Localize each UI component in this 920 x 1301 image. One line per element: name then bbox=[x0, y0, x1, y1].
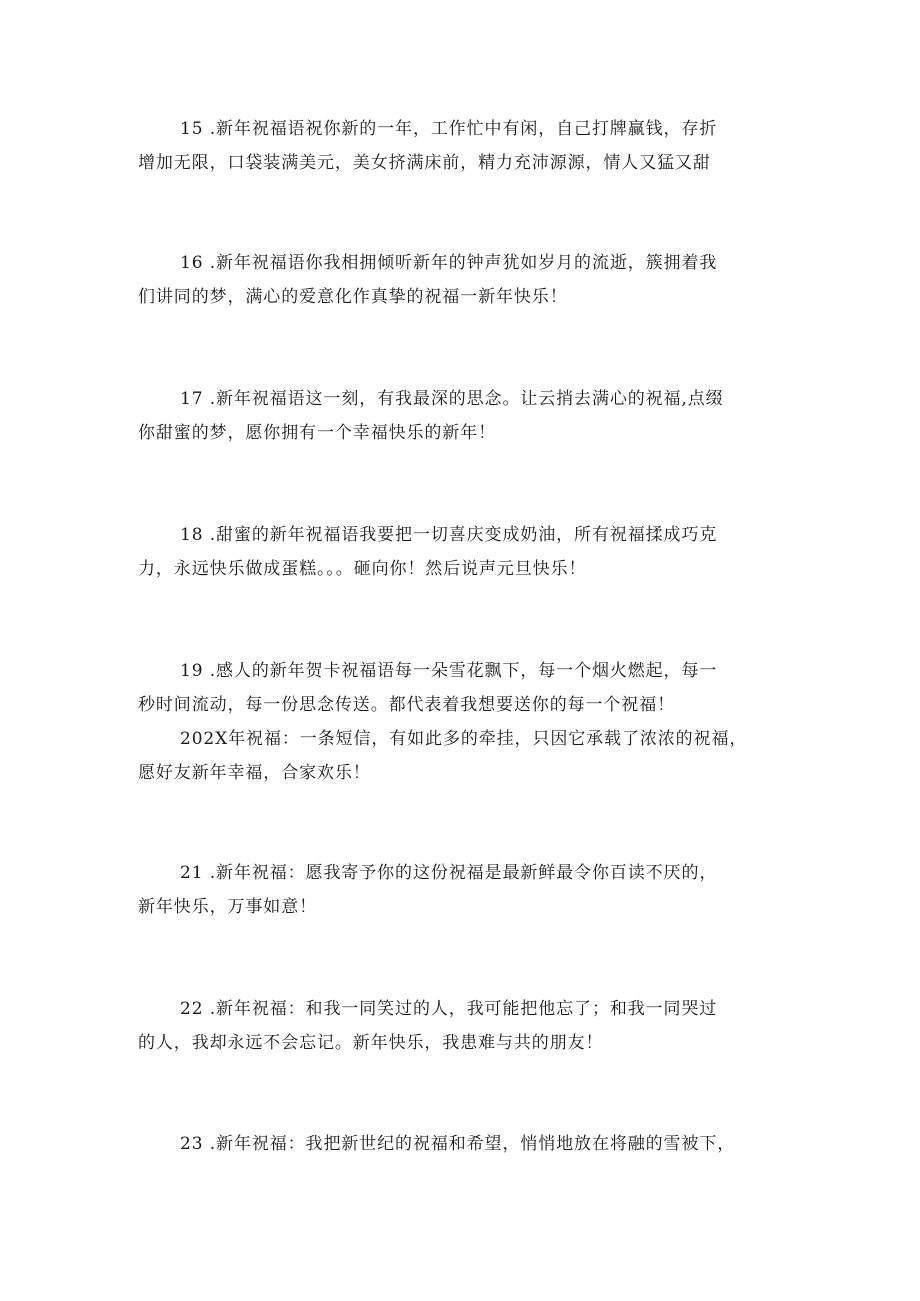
entry-23 bbox=[138, 1127, 798, 1161]
entry-line: 增加无限，口袋装满美元，美女挤满床前，精力充沛源源，情人又猛又甜 bbox=[138, 153, 711, 173]
entry-line: 愿好友新年幸福，合家欢乐！ bbox=[138, 763, 371, 783]
entry-line: 23 .新年祝福：我把新世纪的祝福和希望，悄悄地放在将融的雪被下， bbox=[180, 1134, 736, 1154]
entry-18 bbox=[138, 518, 798, 586]
entry-21 bbox=[138, 856, 798, 924]
entry-line: 18 .甜蜜的新年祝福语我要把一切喜庆变成奶油，所有祝福揉成巧克 bbox=[180, 525, 718, 545]
entry-line: 的人，我却永远不会忘记。新年快乐，我患难与共的朋友！ bbox=[138, 1033, 604, 1053]
entry-15 bbox=[138, 112, 798, 180]
entry-line: 16 .新年祝福语你我相拥倾听新年的钟声犹如岁月的流逝，簇拥着我 bbox=[180, 253, 718, 273]
entry-17 bbox=[138, 382, 798, 450]
entry-line: 19 .感人的新年贺卡祝福语每一朵雪花飘下，每一个烟火燃起，每一 bbox=[180, 661, 718, 681]
entry-22 bbox=[138, 992, 798, 1060]
entry-16 bbox=[138, 246, 798, 314]
entry-line: 新年快乐，万事如意！ bbox=[138, 897, 317, 917]
entry-line: 们讲同的梦，满心的爱意化作真挚的祝福一新年快乐！ bbox=[138, 287, 568, 307]
entry-19 bbox=[138, 654, 798, 790]
entry-line: 秒时间流动，每一份思念传送。都代表着我想要送你的每一个祝福！ bbox=[138, 695, 675, 715]
entry-line: 15 .新年祝福语祝你新的一年，工作忙中有闲，自己打牌赢钱，存折 bbox=[180, 119, 718, 139]
entry-line: 21 .新年祝福：愿我寄予你的这份祝福是最新鲜最令你百读不厌的， bbox=[180, 863, 718, 883]
entry-line: 你甜蜜的梦，愿你拥有一个幸福快乐的新年！ bbox=[138, 423, 496, 443]
entry-line: 202X年祝福：一条短信，有如此多的牵挂，只因它承载了浓浓的祝福， bbox=[180, 729, 748, 749]
entry-line: 17 .新年祝福语这一刻，有我最深的思念。让云捎去满心的祝福,点缀 bbox=[180, 389, 724, 409]
entry-line: 22 .新年祝福：和我一同笑过的人，我可能把他忘了；和我一同哭过 bbox=[180, 999, 718, 1019]
entry-line: 力，永远快乐做成蛋糕。。。砸向你！然后说声元旦快乐！ bbox=[138, 559, 587, 579]
